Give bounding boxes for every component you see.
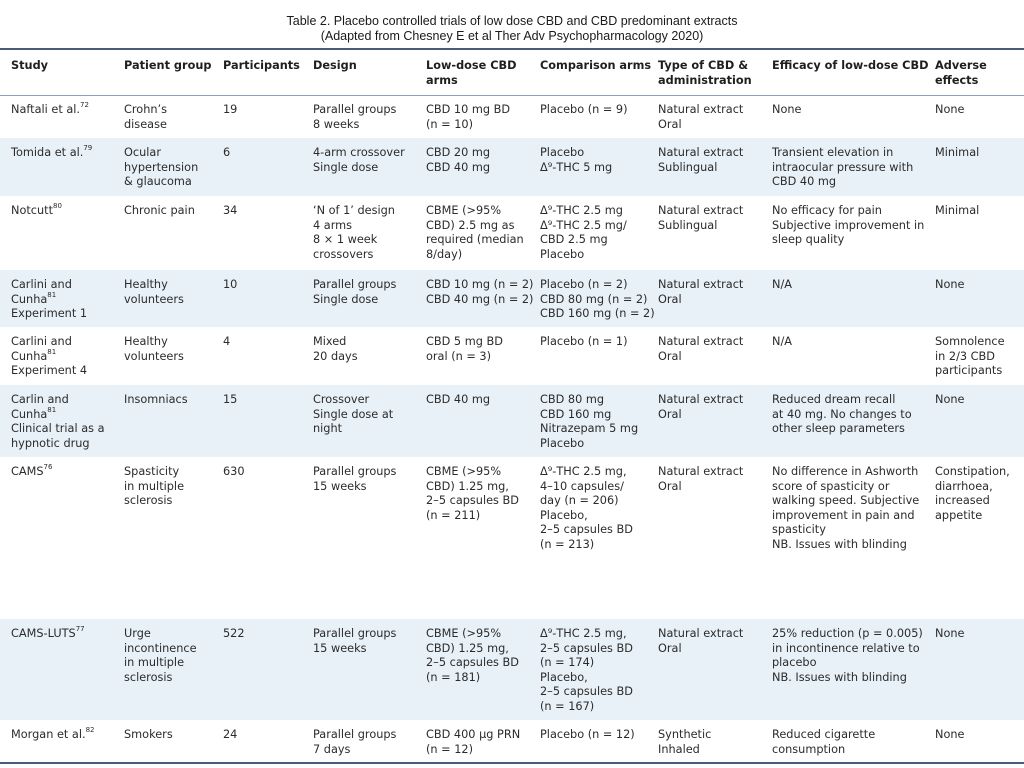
cell-comparison-arms: CBD 80 mg CBD 160 mg Nitrazepam 5 mg Placebo bbox=[540, 393, 639, 450]
cell-participants: 34 bbox=[223, 204, 238, 217]
cell-type-of-cbd: Natural extract Oral bbox=[658, 278, 744, 306]
cell-efficacy: N/A bbox=[772, 278, 792, 291]
reference-number: 81 bbox=[47, 405, 57, 414]
cell-comparison-arms: Placebo Δ⁹-THC 5 mg bbox=[540, 146, 613, 174]
study-name: Carlini and Cunha bbox=[11, 335, 72, 363]
cell-low-dose-arms: CBD 10 mg (n = 2) CBD 40 mg (n = 2) bbox=[426, 278, 534, 306]
cell-design: Mixed 20 days bbox=[313, 335, 358, 363]
header-patient-group: Patient group bbox=[124, 59, 212, 72]
cell-low-dose-arms: CBD 40 mg bbox=[426, 393, 491, 406]
header-low-dose-arms: Low-dose CBD arms bbox=[426, 59, 517, 87]
reference-number: 77 bbox=[75, 625, 85, 634]
cell-adverse-effects: Somnolence in 2/3 CBD participants bbox=[935, 335, 1005, 378]
header-participants: Participants bbox=[223, 59, 300, 72]
cell-patient-group: Crohn’s disease bbox=[124, 103, 167, 131]
cell-low-dose-arms: CBD 20 mg CBD 40 mg bbox=[426, 146, 491, 174]
cell-type-of-cbd: Natural extract Sublingual bbox=[658, 204, 744, 232]
table-title: Table 2. Placebo controlled trials of low dose CBD and CBD predominant extracts bbox=[286, 14, 738, 28]
cell-study bbox=[11, 465, 52, 480]
study-subtitle: Experiment 1 bbox=[11, 307, 88, 321]
cell-adverse-effects: None bbox=[935, 393, 965, 406]
cell-low-dose-arms: CBME (>95% CBD) 1.25 mg, 2–5 capsules BD (n = 181) bbox=[426, 627, 519, 684]
study-subtitle: Clinical trial as a hypnotic drug bbox=[11, 422, 105, 450]
study-name: Notcutt bbox=[11, 204, 54, 217]
cell-efficacy: N/A bbox=[772, 335, 792, 348]
table-row bbox=[0, 720, 1024, 762]
cell-study bbox=[11, 146, 92, 161]
reference-number: 81 bbox=[47, 347, 57, 356]
study-name: Carlin and Cunha bbox=[11, 393, 69, 421]
cell-low-dose-arms: CBD 10 mg BD (n = 10) bbox=[426, 103, 511, 131]
study-subtitle: Experiment 4 bbox=[11, 364, 88, 378]
cell-participants: 6 bbox=[223, 146, 231, 159]
cell-study bbox=[11, 393, 105, 451]
table-row bbox=[0, 270, 1024, 327]
cell-design: Crossover Single dose at night bbox=[313, 393, 394, 436]
study-name: CAMS-LUTS bbox=[11, 627, 76, 640]
cell-patient-group: Smokers bbox=[124, 728, 173, 741]
cell-patient-group: Healthy volunteers bbox=[124, 278, 184, 306]
table-row bbox=[0, 196, 1024, 270]
study-name: Tomida et al. bbox=[11, 146, 84, 159]
study-name: Morgan et al. bbox=[11, 728, 86, 741]
reference-number: 79 bbox=[83, 144, 93, 153]
cell-patient-group: Healthy volunteers bbox=[124, 335, 184, 363]
cell-type-of-cbd: Natural extract Oral bbox=[658, 465, 744, 493]
table-row bbox=[0, 385, 1024, 457]
cell-efficacy: No difference in Ashworth score of spasticity or walking speed. Subjective improvement in pain and spasticity NB. Issues with blinding bbox=[772, 465, 920, 551]
cell-design: 4-arm crossover Single dose bbox=[313, 146, 405, 174]
cell-adverse-effects: Minimal bbox=[935, 204, 980, 217]
table-source: (Adapted from Chesney E et al Ther Adv Psychopharmacology 2020) bbox=[320, 29, 704, 43]
header-study: Study bbox=[11, 59, 49, 72]
cell-study bbox=[11, 627, 85, 642]
cell-adverse-effects: None bbox=[935, 278, 965, 291]
study-name: CAMS bbox=[11, 465, 44, 478]
table-row bbox=[0, 95, 1024, 138]
cell-low-dose-arms: CBD 5 mg BD oral (n = 3) bbox=[426, 335, 503, 363]
cell-comparison-arms: Placebo (n = 2) CBD 80 mg (n = 2) CBD 160 mg (n = 2) bbox=[540, 278, 655, 321]
cell-efficacy: Reduced dream recall at 40 mg. No changes to other sleep parameters bbox=[772, 393, 912, 436]
cell-participants: 4 bbox=[223, 335, 231, 348]
cell-design: ‘N of 1’ design 4 arms 8 × 1 week crossovers bbox=[313, 204, 395, 261]
cell-participants: 24 bbox=[223, 728, 238, 741]
cell-adverse-effects: None bbox=[935, 728, 965, 741]
table-row bbox=[0, 457, 1024, 619]
study-name: Naftali et al. bbox=[11, 103, 80, 116]
cell-study bbox=[11, 728, 95, 743]
cell-study bbox=[11, 204, 62, 219]
cell-comparison-arms: Placebo (n = 1) bbox=[540, 335, 628, 348]
cell-patient-group: Ocular hypertension & glaucoma bbox=[124, 146, 199, 189]
cell-type-of-cbd: Natural extract Sublingual bbox=[658, 146, 744, 174]
cell-patient-group: Chronic pain bbox=[124, 204, 195, 217]
cell-type-of-cbd: Natural extract Oral bbox=[658, 335, 744, 363]
reference-number: 81 bbox=[47, 290, 57, 299]
cell-participants: 10 bbox=[223, 278, 238, 291]
cell-patient-group: Insomniacs bbox=[124, 393, 188, 406]
cell-efficacy: None bbox=[772, 103, 802, 116]
header-design: Design bbox=[313, 59, 357, 72]
cell-patient-group: Urge incontinence in multiple sclerosis bbox=[124, 627, 197, 684]
cell-study bbox=[11, 278, 87, 322]
cell-study bbox=[11, 103, 89, 118]
cell-adverse-effects: None bbox=[935, 103, 965, 116]
table-row bbox=[0, 327, 1024, 385]
cell-type-of-cbd: Natural extract Oral bbox=[658, 103, 744, 131]
cell-adverse-effects: Minimal bbox=[935, 146, 980, 159]
reference-number: 80 bbox=[53, 202, 62, 211]
cell-efficacy: Reduced cigarette consumption bbox=[772, 728, 876, 756]
header-comparison-arms: Comparison arms bbox=[540, 59, 652, 72]
header-adverse-effects: Adverse effects bbox=[935, 59, 987, 87]
table-row bbox=[0, 619, 1024, 720]
cell-design: Parallel groups 7 days bbox=[313, 728, 397, 756]
cell-type-of-cbd: Natural extract Oral bbox=[658, 393, 744, 421]
cell-low-dose-arms: CBME (>95% CBD) 1.25 mg, 2–5 capsules BD (n = 211) bbox=[426, 465, 519, 522]
reference-number: 82 bbox=[85, 726, 95, 735]
cell-design: Parallel groups 15 weeks bbox=[313, 627, 397, 655]
cell-design: Parallel groups 15 weeks bbox=[313, 465, 397, 493]
cell-participants: 630 bbox=[223, 465, 245, 478]
cell-participants: 19 bbox=[223, 103, 238, 116]
study-name: Carlini and Cunha bbox=[11, 278, 72, 306]
table-header-row bbox=[0, 50, 1024, 96]
bottom-rule bbox=[0, 762, 1024, 764]
cell-low-dose-arms: CBD 400 µg PRN (n = 12) bbox=[426, 728, 521, 756]
table-row bbox=[0, 138, 1024, 196]
cell-comparison-arms: Δ⁹-THC 2.5 mg, 2–5 capsules BD (n = 174) Placebo, 2–5 capsules BD (n = 167) bbox=[540, 627, 633, 713]
reference-number: 72 bbox=[80, 101, 89, 110]
header-type: Type of CBD & administration bbox=[658, 59, 752, 87]
cell-adverse-effects: None bbox=[935, 627, 965, 640]
cell-type-of-cbd: Synthetic Inhaled bbox=[658, 728, 712, 756]
cell-low-dose-arms: CBME (>95% CBD) 2.5 mg as required (median 8/day) bbox=[426, 204, 524, 261]
cell-patient-group: Spasticity in multiple sclerosis bbox=[124, 465, 185, 508]
cell-comparison-arms: Placebo (n = 9) bbox=[540, 103, 628, 116]
cell-participants: 15 bbox=[223, 393, 238, 406]
header-efficacy: Efficacy of low-dose CBD bbox=[772, 59, 929, 72]
cell-efficacy: No efficacy for pain Subjective improvement in sleep quality bbox=[772, 204, 925, 247]
cell-comparison-arms: Placebo (n = 12) bbox=[540, 728, 635, 741]
cell-participants: 522 bbox=[223, 627, 245, 640]
cell-comparison-arms: Δ⁹-THC 2.5 mg, 4–10 capsules/ day (n = 206) Placebo, 2–5 capsules BD (n = 213) bbox=[540, 465, 633, 551]
cell-efficacy: Transient elevation in intraocular pressure with CBD 40 mg bbox=[772, 146, 914, 189]
cell-efficacy: 25% reduction (p = 0.005) in incontinence relative to placebo NB. Issues with blinding bbox=[772, 627, 923, 684]
cell-type-of-cbd: Natural extract Oral bbox=[658, 627, 744, 655]
cell-design: Parallel groups 8 weeks bbox=[313, 103, 397, 131]
cell-adverse-effects: Constipation, diarrhoea, increased appetite bbox=[935, 465, 1010, 522]
reference-number: 76 bbox=[43, 463, 53, 472]
cell-study bbox=[11, 335, 87, 379]
cell-design: Parallel groups Single dose bbox=[313, 278, 397, 306]
cell-comparison-arms: Δ⁹-THC 2.5 mg Δ⁹-THC 2.5 mg/ CBD 2.5 mg Placebo bbox=[540, 204, 627, 261]
